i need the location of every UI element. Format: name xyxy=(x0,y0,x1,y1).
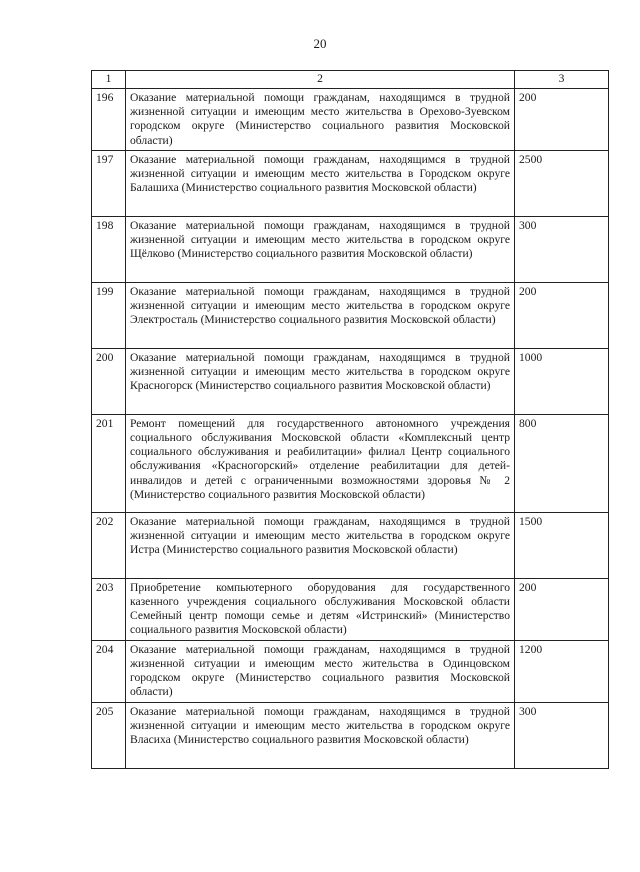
table-row xyxy=(92,702,609,768)
row-amount: 300 xyxy=(515,702,609,768)
row-number: 205 xyxy=(92,702,126,768)
table-row xyxy=(92,216,609,282)
row-description: Оказание материальной помощи гражданам, находящимся в трудной жизненной ситуации и имеющим место жительства в городском округе Щёлково (Министерство социального развития Московской области) xyxy=(126,216,515,282)
column-header-1: 1 xyxy=(92,71,126,89)
column-header-2: 2 xyxy=(126,71,515,89)
row-number: 203 xyxy=(92,578,126,640)
page-number: 20 xyxy=(313,36,327,51)
row-description: Оказание материальной помощи гражданам, находящимся в трудной жизненной ситуации и имеющим место жительства в городском округе Власиха (Министерство социального развития Московской области) xyxy=(126,702,515,768)
table-row xyxy=(92,578,609,640)
row-number: 196 xyxy=(92,89,126,151)
table-row xyxy=(92,150,609,216)
row-description: Оказание материальной помощи гражданам, находящимся в трудной жизненной ситуации и имеющим место жительства в Городском округе Балашиха (Министерство социального развития Московской области) xyxy=(126,150,515,216)
row-number: 202 xyxy=(92,512,126,578)
row-number: 199 xyxy=(92,282,126,348)
table-row xyxy=(92,348,609,414)
table-header-row xyxy=(92,71,609,89)
row-number: 204 xyxy=(92,640,126,702)
table-row xyxy=(92,512,609,578)
row-amount: 1500 xyxy=(515,512,609,578)
row-description: Оказание материальной помощи гражданам, находящимся в трудной жизненной ситуации и имеющим место жительства в Одинцовском городском округе (Министерство социального развития Московской области) xyxy=(126,640,515,702)
table-row xyxy=(92,414,609,512)
row-description: Ремонт помещений для государственного автономного учреждения социального обслуживания Московской области «Комплексный центр социального обслуживания и реабилитации» филиал Центр социального обслуживания «Красногорский» отделение реабилитации для детей-инвалидов и детей с ограниченными возможностями здоровья № 2 (Министерство социального развития Московской области) xyxy=(126,414,515,512)
row-number: 201 xyxy=(92,414,126,512)
row-number: 198 xyxy=(92,216,126,282)
row-amount: 200 xyxy=(515,89,609,151)
table-row xyxy=(92,89,609,151)
row-amount: 200 xyxy=(515,282,609,348)
column-header-3: 3 xyxy=(515,71,609,89)
table-row xyxy=(92,640,609,702)
row-amount: 300 xyxy=(515,216,609,282)
row-amount: 1000 xyxy=(515,348,609,414)
row-number: 200 xyxy=(92,348,126,414)
row-amount: 800 xyxy=(515,414,609,512)
row-description: Оказание материальной помощи гражданам, находящимся в трудной жизненной ситуации и имеющим место жительства в городском округе Истра (Министерство социального развития Московской области) xyxy=(126,512,515,578)
row-description: Приобретение компьютерного оборудования для государственного казенного учреждения социального обслуживания Московской области Семейный центр помощи семье и детям «Истринский» (Министерство социального развития Московской области) xyxy=(126,578,515,640)
table-row xyxy=(92,282,609,348)
row-amount: 200 xyxy=(515,578,609,640)
row-description: Оказание материальной помощи гражданам, находящимся в трудной жизненной ситуации и имеющим место жительства в Орехово-Зуевском городском округе (Министерство социального развития Московской области) xyxy=(126,89,515,151)
row-number: 197 xyxy=(92,150,126,216)
row-amount: 2500 xyxy=(515,150,609,216)
row-description: Оказание материальной помощи гражданам, находящимся в трудной жизненной ситуации и имеющим место жительства в городском округе Электросталь (Министерство социального развития Московской области) xyxy=(126,282,515,348)
row-description: Оказание материальной помощи гражданам, находящимся в трудной жизненной ситуации и имеющим место жительства в городском округе Красногорск (Министерство социального развития Московской области) xyxy=(126,348,515,414)
row-amount: 1200 xyxy=(515,640,609,702)
budget-table xyxy=(91,70,609,769)
